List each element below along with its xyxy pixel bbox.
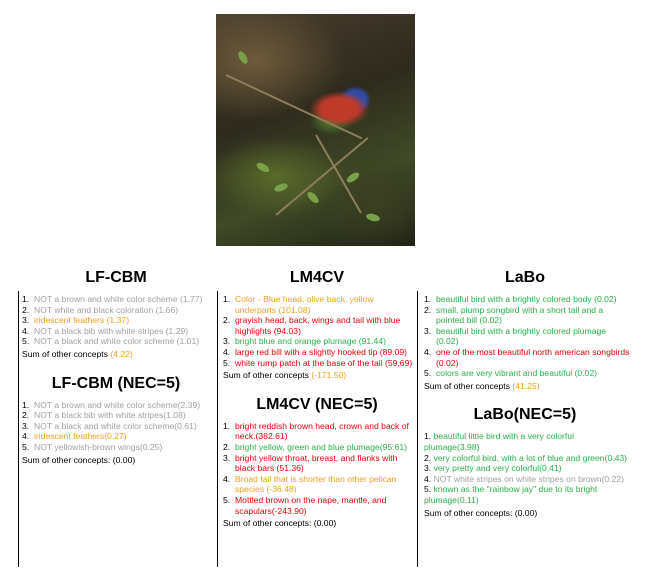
list-item: 4. large red bill with a slightly hooked tip (89.09)	[223, 346, 407, 357]
lf-cbm-column	[18, 268, 214, 465]
list-item: 1. beautiful bird with a brightly colored body (0.02)	[424, 294, 617, 304]
labo-column	[420, 268, 630, 518]
list-item: 5. white rump patch at the base of the tail (59.69)	[223, 357, 413, 368]
list-item: 3. bright yellow throat, breast, and flanks with black bars (51.36)	[223, 452, 398, 474]
list-item: 1. NOT a brown and white color scheme (1.77)	[22, 294, 203, 304]
concept-list	[420, 294, 630, 379]
list-item: 3. bright blue and orange plumage (91.44)	[223, 336, 386, 347]
column-title-nec: LF-CBM (NEC=5)	[51, 374, 181, 392]
sum-of-other-concepts: Sum of other concepts: (0.00)	[22, 454, 136, 465]
concept-list-nec	[219, 421, 415, 516]
sum-of-other-concepts: Sum of other concepts (4.22)	[22, 348, 133, 359]
concept-list	[18, 294, 214, 347]
concept-list-nec	[18, 400, 214, 453]
list-item: 2. NOT white and black coloration (1.66)	[22, 304, 179, 315]
concept-list-nec	[420, 431, 630, 505]
list-item: 3. beautiful bird with a brightly colored plumage (0.02)	[424, 325, 607, 347]
list-item: 1. beautiful little bird with a very colorful plumage(3.98)	[424, 431, 574, 452]
sum-of-other-concepts: Sum of other concepts (-171.50)	[223, 370, 347, 381]
list-item: 4. one of the most beautiful north american songbirds (0.02)	[424, 346, 630, 368]
lm4cv-column	[219, 268, 415, 529]
column-divider	[417, 291, 418, 567]
sum-of-other-concepts: Sum of other concepts: (0.00)	[223, 518, 337, 529]
list-item: 1. bright reddish brown head, crown and back of neck.(382.61)	[223, 420, 409, 442]
bird-photo	[216, 14, 415, 246]
list-item: 5. NOT a black and white color scheme (1.01)	[22, 336, 200, 347]
list-item: 5. known as the "rainbow jay" due to its bright plumage(0.11)	[424, 484, 598, 505]
list-item: 2. bright yellow, green and blue plumage(95.61)	[223, 441, 407, 452]
list-item: 5. NOT yellowish-brown wings(0.25)	[22, 441, 163, 452]
list-item: 1. NOT a brown and white color scheme(2.39)	[22, 399, 201, 410]
column-title: LF-CBM	[85, 269, 147, 286]
sum-of-other-concepts: Sum of other concepts (41.25)	[424, 380, 540, 391]
list-item: 3. iridescent feathers (1.37)	[22, 315, 130, 326]
list-item: 1. Color - Blue head, olive back, yellow underparts (101.08)	[223, 294, 374, 315]
list-item: 4. NOT a black bib with white stripes (1.29)	[22, 325, 189, 336]
list-item: 4. NOT white stripes on white stripes on brown(0.22)	[424, 473, 624, 484]
list-item: 5. Mottled brown on the nape, mantle, and scapulars(-243.90)	[223, 494, 387, 516]
list-item: 2. grayish head, back, wings and tail with blue highlights (94.03)	[223, 315, 401, 336]
list-item: 3. NOT a black and white color scheme(0.61)	[22, 420, 197, 431]
column-title: LaBo	[505, 269, 545, 286]
sum-of-other-concepts: Sum of other concepts: (0.00)	[424, 507, 538, 518]
list-item: 5. colors are very vibrant and beautiful (0.02)	[424, 368, 597, 379]
list-item: 2. NOT a black bib with white stripes(1.08)	[22, 410, 186, 421]
column-title-nec: LaBo(NEC=5)	[473, 406, 577, 424]
list-item: 4. iridescent feathers(0.27)	[22, 431, 127, 442]
list-item: 3. very pretty and very colorful(0.41)	[424, 463, 562, 474]
column-divider	[217, 291, 218, 567]
list-item: 2. small, plump songbird with a short tail and a pointed bill (0.02)	[424, 304, 604, 326]
column-title: LM4CV	[289, 269, 345, 286]
column-title-nec: LM4CV (NEC=5)	[256, 395, 378, 413]
concept-list	[219, 294, 415, 368]
list-item: 2. very colorful bird, with a lot of blue and green(0.43)	[424, 452, 628, 463]
list-item: 4. Broad tail that is shorter than other pelican species (-36.48)	[223, 473, 397, 495]
